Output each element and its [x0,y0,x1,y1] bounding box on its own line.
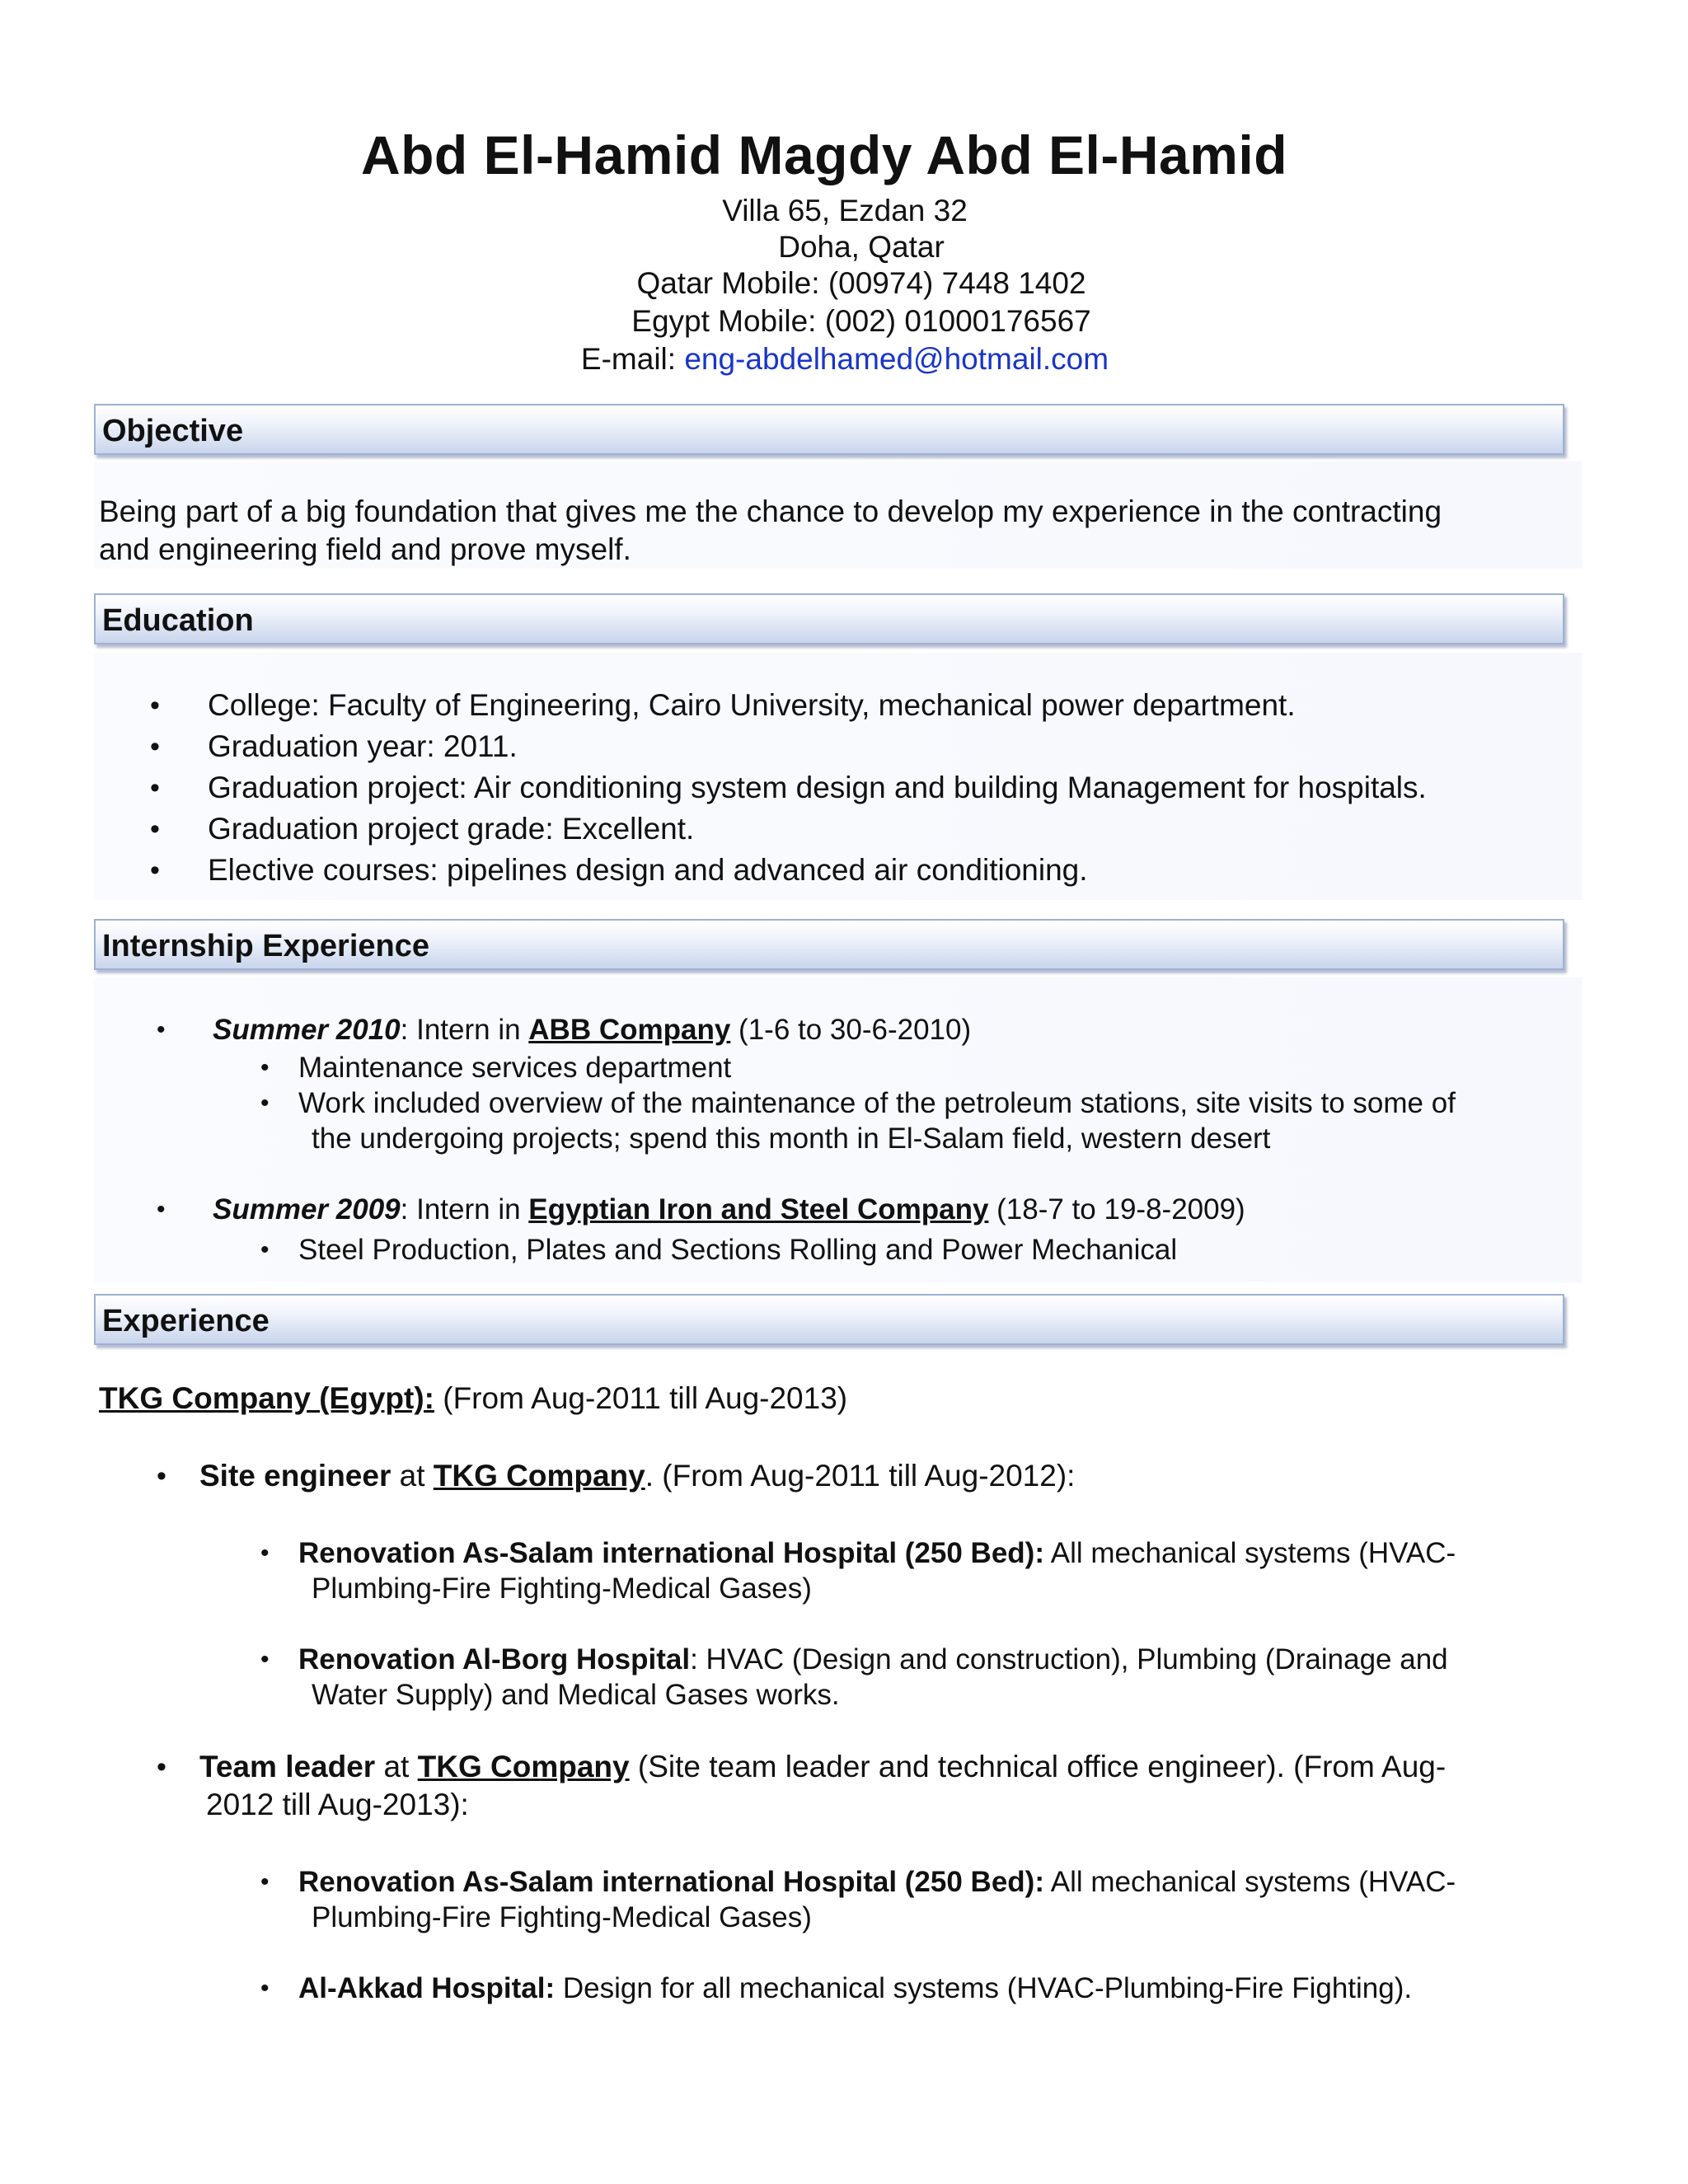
project-line [298,1971,1412,2006]
egypt-mobile: Egypt Mobile: (002) 01000176567 [631,304,1091,338]
internship-subitem: Steel Production, Plates and Sections Rolling and Power Mechanical [298,1234,1178,1266]
project-desc-continued: Plumbing-Fire Fighting-Medical Gases) [312,1901,812,1933]
project-name: Al-Akkad Hospital: [298,1972,556,2004]
bullet-icon: • [260,1540,270,1567]
internship-entry-2010 [213,1013,971,1047]
role-title: Team leader [199,1750,376,1783]
internship-dates: (18-7 to 19-8-2009) [988,1193,1245,1226]
experience-role-site-engineer [199,1457,1075,1495]
project-line [298,1865,1456,1900]
experience-company-line [99,1380,847,1418]
bullet-icon: • [150,690,160,721]
bullet-icon: • [260,1868,270,1896]
education-item: Graduation year: 2011. [208,729,518,763]
internship-entry-2009 [213,1193,1245,1227]
project-name: Renovation As-Salam international Hospital (250 Bed): [298,1537,1044,1569]
bullet-icon: • [157,1460,166,1492]
email-label: E-mail: [580,342,685,376]
project-desc: All mechanical systems (HVAC- [1043,1537,1456,1569]
candidate-name: Abd El-Hamid Magdy Abd El-Hamid [360,124,1288,185]
section-title: Education [102,603,254,638]
role-at: at [375,1750,418,1783]
experience-role-team-leader [199,1748,1446,1786]
section-title: Objective [102,414,244,448]
section-title: Experience [102,1304,270,1338]
bullet-icon: • [157,1016,166,1043]
project-line [298,1643,1448,1677]
objective-text-line-1: Being part of a big foundation that gives me the chance to develop my experience in the contracting [99,494,1442,528]
bullet-icon: • [260,1054,270,1081]
role-period: (Site team leader and technical office engineer). (From Aug- [629,1750,1447,1783]
objective-text-line-2: and engineering field and prove myself. [99,532,631,566]
bullet-icon: • [157,1196,166,1223]
internship-intern-text: : Intern in [400,1193,529,1226]
bullet-icon: • [150,855,160,886]
address-line-1: Villa 65, Ezdan 32 [722,194,968,227]
section-header-internship [94,919,1564,970]
internship-subitem-continued: the undergoing projects; spend this month in El-Salam field, western desert [312,1122,1271,1155]
role-title: Site engineer [199,1459,392,1493]
internship-company: Egyptian Iron and Steel Company [528,1193,989,1226]
bullet-icon: • [150,813,160,845]
experience-company-period: (From Aug-2011 till Aug-2013) [434,1381,848,1415]
bullet-icon: • [157,1751,166,1783]
internship-intern-text: : Intern in [400,1014,529,1046]
role-company: TKG Company [433,1459,645,1493]
project-name: Renovation Al-Borg Hospital [298,1643,691,1675]
project-desc: Design for all mechanical systems (HVAC-Plumbing-Fire Fighting). [555,1972,1413,2004]
bullet-icon: • [260,1236,270,1263]
role-period: . (From Aug-2011 till Aug-2012): [645,1459,1076,1493]
address-line-2: Doha, Qatar [778,230,945,264]
education-item: Graduation project grade: Excellent. [208,812,695,846]
project-line [298,1536,1456,1571]
education-item: Elective courses: pipelines design and advanced air conditioning. [208,853,1088,887]
role-period-continued: 2012 till Aug-2013): [206,1788,469,1821]
project-desc: : HVAC (Design and construction), Plumbing (Drainage and [690,1643,1448,1675]
internship-company: ABB Company [528,1014,731,1046]
bullet-icon: • [260,1975,270,2002]
bullet-icon: • [260,1090,270,1117]
bullet-icon: • [150,731,160,762]
internship-subitem: Work included overview of the maintenance of the petroleum stations, site visits to some of [298,1087,1456,1119]
education-item: Graduation project: Air conditioning system design and building Management for hospitals. [208,771,1427,804]
email-line [0,341,1688,377]
internship-dates: (1-6 to 30-6-2010) [730,1014,972,1046]
section-title: Internship Experience [102,929,430,963]
project-name: Renovation As-Salam international Hospital (250 Bed): [298,1866,1044,1898]
section-header-objective [94,404,1564,455]
role-at: at [391,1459,434,1493]
internship-season: Summer 2010 [213,1014,401,1046]
experience-company-heading: TKG Company (Egypt): [99,1381,434,1415]
education-item: College: Faculty of Engineering, Cairo University, mechanical power department. [208,688,1296,722]
email-link[interactable]: eng-abdelhamed@hotmail.com [684,342,1109,376]
role-company: TKG Company [417,1750,630,1783]
internship-season: Summer 2009 [213,1193,401,1226]
bullet-icon: • [260,1646,270,1673]
section-header-experience [94,1294,1564,1345]
project-desc-continued: Water Supply) and Medical Gases works. [312,1679,840,1711]
section-header-education [94,593,1564,644]
internship-subitem: Maintenance services department [298,1052,732,1084]
qatar-mobile: Qatar Mobile: (00974) 7448 1402 [636,266,1086,300]
project-desc-continued: Plumbing-Fire Fighting-Medical Gases) [312,1572,812,1605]
bullet-icon: • [150,772,160,804]
project-desc: All mechanical systems (HVAC- [1043,1866,1456,1898]
